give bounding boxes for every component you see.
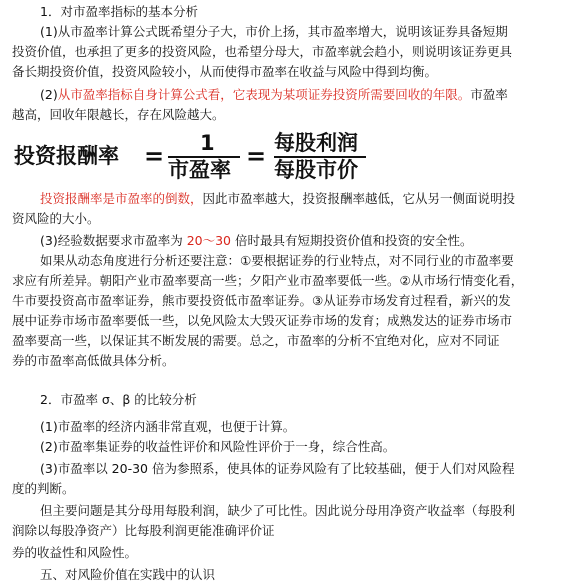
paragraph-4 <box>40 233 582 249</box>
section2-paragraph-line-3: 券的收益性和风险性。 <box>12 545 138 560</box>
formula-numerator-2: 每股利润 <box>274 131 358 155</box>
paragraph-2-red-a: 从市盈率指标自身计算公式看， <box>57 87 233 102</box>
section2-item-3-line-1: (3)市盈率以 20-30 倍为参照系，使具体的证券风险有了比较基础，便于人们对风险程 <box>40 461 515 476</box>
paragraph-1-line-3: 备长期投资价值，投资风险较小，从而使得市盈率在收益与风险中得到均衡。 <box>12 64 438 79</box>
section2-heading: 2．市盈率 σ、β 的比较分析 <box>40 392 197 407</box>
section2-paragraph-line-1: 但主要问题是其分母用每股利润，缺少了可比性。因此说分母用净资产收益率（每股利 <box>40 503 516 518</box>
paragraph-2-label: (2) <box>40 87 58 102</box>
formula-equals-2: = <box>246 142 267 170</box>
paragraph-3-rest: 因此市盈率越大，投资报酬率越低，它从另一侧面说明投 <box>202 191 516 206</box>
paragraph-5-line-6: 券的市盈率高低做具体分析。 <box>12 353 175 368</box>
section5-heading: 五、对风险价值在实践中的认识 <box>40 567 216 582</box>
paragraph-5-line-1: 如果从动态角度进行分析还要注意：①要根据证券的行业特点，对不同行业的市盈率要 <box>40 253 514 268</box>
paragraph-1-line-2: 投资价值，也承担了更多的投资风险，也希望分母大，市盈率就会趋小，则说明该证券更具 <box>12 44 513 59</box>
paragraph-5-line-2: 求应有所差异。朝阳产业市盈率要高一些；夕阳产业市盈率要低一些。②从市场行情变化看， <box>12 273 524 288</box>
paragraph-4-red: 20～30 <box>186 233 231 248</box>
formula-denominator-2: 每股市价 <box>274 158 358 182</box>
formula-lhs: 投资报酬率 <box>14 144 119 168</box>
section2-paragraph-line-2: 润除以每股净资产）比每股利润更能准确评价证 <box>12 523 275 538</box>
paragraph-1-line-1: (1)从市盈率计算公式既希望分子大，市价上扬，其市盈率增大，说明该证券具备短期 <box>40 24 508 39</box>
formula-equals-1: = <box>144 142 165 170</box>
section2-item-2: (2)市盈率集证券的收益性评价和风险性评价于一身，综合性高。 <box>40 439 396 454</box>
formula-numerator-1: 1 <box>200 131 215 155</box>
paragraph-3-line-2: 资风险的大小。 <box>12 211 100 226</box>
paragraph-2-line-2: 越高，回收年限越长，存在风险越大。 <box>12 107 225 122</box>
section1-heading: 1．对市盈率指标的基本分析 <box>40 4 198 19</box>
paragraph-4-a: (3)经验数据要求市盈率为 <box>40 233 187 248</box>
formula-denominator-1: 市盈率 <box>168 158 231 182</box>
paragraph-3-red: 投资报酬率是市盈率的倒数， <box>40 191 203 206</box>
paragraph-5-line-3: 牛市要投资高市盈率证券，熊市要投资低市盈率证券。③从证券市场发育过程看，新兴的发 <box>12 293 511 308</box>
paragraph-2-tail: 市盈率 <box>470 87 508 102</box>
paragraph-3-line-1 <box>40 191 582 207</box>
section2-item-1: (1)市盈率的经济内涵非常直观，也便于计算。 <box>40 419 296 434</box>
paragraph-2-red-b: 它表现为某项证券投资所需要回收的年限。 <box>232 87 471 102</box>
formula <box>12 131 572 181</box>
paragraph-2-line-1 <box>40 87 582 103</box>
section2-item-3-line-2: 度的判断。 <box>12 481 75 496</box>
paragraph-4-b: 倍时最具有短期投资价值和投资的安全性。 <box>231 233 473 248</box>
paragraph-5-line-5: 盈率要高一些，以保证其不断发展的需要。总之，市盈率的分析不宜绝对化，应对不同证 <box>12 333 500 348</box>
paragraph-5-line-4: 展中证券市场市盈率要低一些，以免风险太大毁灭证券市场的发育；成熟发达的证券市场市 <box>12 313 513 328</box>
